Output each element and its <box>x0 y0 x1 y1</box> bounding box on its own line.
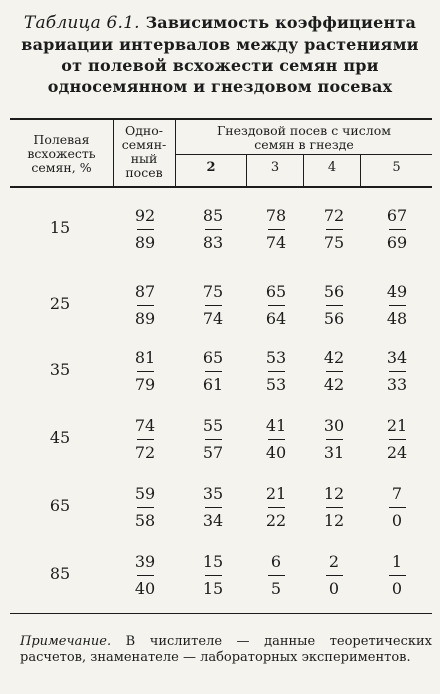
header-single-sowing: Одно- семян- ный посев <box>121 123 167 180</box>
fraction-bar <box>268 439 285 440</box>
cell-numerator: 34 <box>386 348 408 367</box>
nest-count-3: 3 <box>270 160 280 175</box>
cell-denominator: 0 <box>391 511 403 530</box>
table-cell <box>191 483 235 532</box>
cell-denominator: 74 <box>265 233 287 252</box>
cell-numerator: 53 <box>265 348 287 367</box>
fraction-bar <box>205 229 222 230</box>
row-germination-label: 85 <box>49 564 71 583</box>
cell-numerator: 49 <box>386 282 408 301</box>
table-cell <box>312 281 356 330</box>
nest-count-4: 4 <box>327 160 337 175</box>
fraction-bar <box>205 507 222 508</box>
fraction-bar <box>326 305 343 306</box>
fraction-bar <box>137 229 154 230</box>
cell-denominator: 31 <box>323 443 345 462</box>
fraction-bar <box>326 439 343 440</box>
cell-denominator: 15 <box>202 579 224 598</box>
table-cell <box>191 551 235 600</box>
row-germination-label: 25 <box>49 294 71 313</box>
fraction-bar <box>205 439 222 440</box>
fraction-bar <box>137 305 154 306</box>
caption-line-2: вариации интервалов между растениями <box>21 35 419 54</box>
cell-numerator: 41 <box>265 416 287 435</box>
cell-numerator: 15 <box>202 552 224 571</box>
table-cell <box>254 415 298 464</box>
table-cell <box>191 281 235 330</box>
fraction-bar <box>326 507 343 508</box>
row-germination-label: 65 <box>49 496 71 515</box>
note-lead: Примечание. <box>20 634 112 649</box>
table-cell <box>254 551 298 600</box>
cell-numerator: 67 <box>386 206 408 225</box>
cell-numerator: 2 <box>328 552 340 571</box>
cell-numerator: 55 <box>202 416 224 435</box>
cell-numerator: 12 <box>323 484 345 503</box>
cell-denominator: 40 <box>134 579 156 598</box>
cell-numerator: 42 <box>323 348 345 367</box>
cell-numerator: 21 <box>386 416 408 435</box>
cell-denominator: 64 <box>265 309 287 328</box>
fraction-bar <box>137 371 154 372</box>
table-cell <box>191 415 235 464</box>
cell-denominator: 72 <box>134 443 156 462</box>
fraction-bar <box>137 439 154 440</box>
table-cell <box>375 415 419 464</box>
header-germination: Полевая всхожесть семян, % <box>27 132 96 175</box>
table-cell <box>312 551 356 600</box>
cell-denominator: 5 <box>270 579 282 598</box>
table-top-rule <box>10 118 432 120</box>
fraction-bar <box>268 575 285 576</box>
cell-numerator: 85 <box>202 206 224 225</box>
fraction-bar <box>389 371 406 372</box>
cell-denominator: 34 <box>202 511 224 530</box>
table-cell <box>123 347 167 396</box>
table-cell <box>123 415 167 464</box>
note-text: В числителе — данные теоретических расчетов, знаменателе — лабораторных экспериментов. <box>20 634 432 665</box>
fraction-bar <box>137 507 154 508</box>
row-germination-label: 45 <box>49 428 71 447</box>
fraction-bar <box>389 229 406 230</box>
fraction-bar <box>268 305 285 306</box>
cell-denominator: 56 <box>323 309 345 328</box>
cell-denominator: 57 <box>202 443 224 462</box>
fraction-bar <box>268 371 285 372</box>
table-cell <box>123 551 167 600</box>
cell-numerator: 21 <box>265 484 287 503</box>
table-cell <box>191 347 235 396</box>
table-cell <box>254 483 298 532</box>
table-cell <box>191 205 235 254</box>
table-cell <box>312 415 356 464</box>
fraction-bar <box>137 575 154 576</box>
cell-numerator: 65 <box>202 348 224 367</box>
row-germination-label: 35 <box>49 360 71 379</box>
cell-denominator: 24 <box>386 443 408 462</box>
table-cell <box>123 483 167 532</box>
cell-numerator: 75 <box>202 282 224 301</box>
fraction-bar <box>205 371 222 372</box>
cell-numerator: 72 <box>323 206 345 225</box>
cell-numerator: 7 <box>391 484 403 503</box>
cell-denominator: 0 <box>328 579 340 598</box>
table-cell <box>375 483 419 532</box>
table-cell <box>312 347 356 396</box>
nest-count-5: 5 <box>392 160 401 175</box>
fraction-bar <box>268 507 285 508</box>
table-cell <box>254 205 298 254</box>
caption-line-1: Зависимость коэффициента <box>145 13 417 32</box>
cell-numerator: 6 <box>270 552 282 571</box>
cell-numerator: 35 <box>202 484 224 503</box>
caption-line-4: односемянном и гнездовом посевах <box>47 77 393 96</box>
cell-denominator: 61 <box>202 375 224 394</box>
cell-denominator: 48 <box>386 309 408 328</box>
cell-numerator: 30 <box>323 416 345 435</box>
fraction-bar <box>205 305 222 306</box>
table-cell <box>375 347 419 396</box>
table-cell <box>312 205 356 254</box>
caption-line-3: от полевой всхожести семян при <box>61 56 379 75</box>
fraction-bar <box>389 305 406 306</box>
cell-numerator: 92 <box>134 206 156 225</box>
nest-count-2: 2 <box>206 160 216 175</box>
cell-numerator: 39 <box>134 552 156 571</box>
cell-denominator: 33 <box>386 375 408 394</box>
table-cell <box>312 483 356 532</box>
table-cell <box>123 205 167 254</box>
cell-denominator: 79 <box>134 375 156 394</box>
table-caption <box>8 12 432 97</box>
table-cell <box>375 205 419 254</box>
cell-denominator: 89 <box>134 233 156 252</box>
cell-denominator: 58 <box>134 511 156 530</box>
cell-denominator: 89 <box>134 309 156 328</box>
table-note <box>20 634 432 666</box>
cell-denominator: 42 <box>323 375 345 394</box>
table-cell <box>254 347 298 396</box>
header-nest-sowing: Гнездовой посев с числом семян в гнезде <box>217 123 391 152</box>
cell-numerator: 74 <box>134 416 156 435</box>
cell-numerator: 87 <box>134 282 156 301</box>
table-cell <box>375 551 419 600</box>
cell-denominator: 74 <box>202 309 224 328</box>
row-germination-label: 15 <box>49 218 71 237</box>
cell-numerator: 65 <box>265 282 287 301</box>
fraction-bar <box>326 229 343 230</box>
fraction-bar <box>326 371 343 372</box>
cell-denominator: 0 <box>391 579 403 598</box>
cell-denominator: 40 <box>265 443 287 462</box>
cell-numerator: 56 <box>323 282 345 301</box>
fraction-bar <box>326 575 343 576</box>
table-cell <box>254 281 298 330</box>
caption-label: Таблица 6.1. <box>23 13 140 33</box>
fraction-bar <box>389 439 406 440</box>
fraction-bar <box>205 575 222 576</box>
cell-denominator: 12 <box>323 511 345 530</box>
cell-numerator: 81 <box>134 348 156 367</box>
fraction-bar <box>389 575 406 576</box>
table-bottom-rule <box>10 613 432 614</box>
table-cell <box>375 281 419 330</box>
cell-denominator: 22 <box>265 511 287 530</box>
cell-denominator: 83 <box>202 233 224 252</box>
cell-denominator: 53 <box>265 375 287 394</box>
fraction-bar <box>268 229 285 230</box>
table-cell <box>123 281 167 330</box>
header-bottom-rule <box>10 186 432 188</box>
cell-numerator: 1 <box>391 552 403 571</box>
cell-denominator: 69 <box>386 233 408 252</box>
cell-denominator: 75 <box>323 233 345 252</box>
cell-numerator: 78 <box>265 206 287 225</box>
fraction-bar <box>389 507 406 508</box>
cell-numerator: 59 <box>134 484 156 503</box>
